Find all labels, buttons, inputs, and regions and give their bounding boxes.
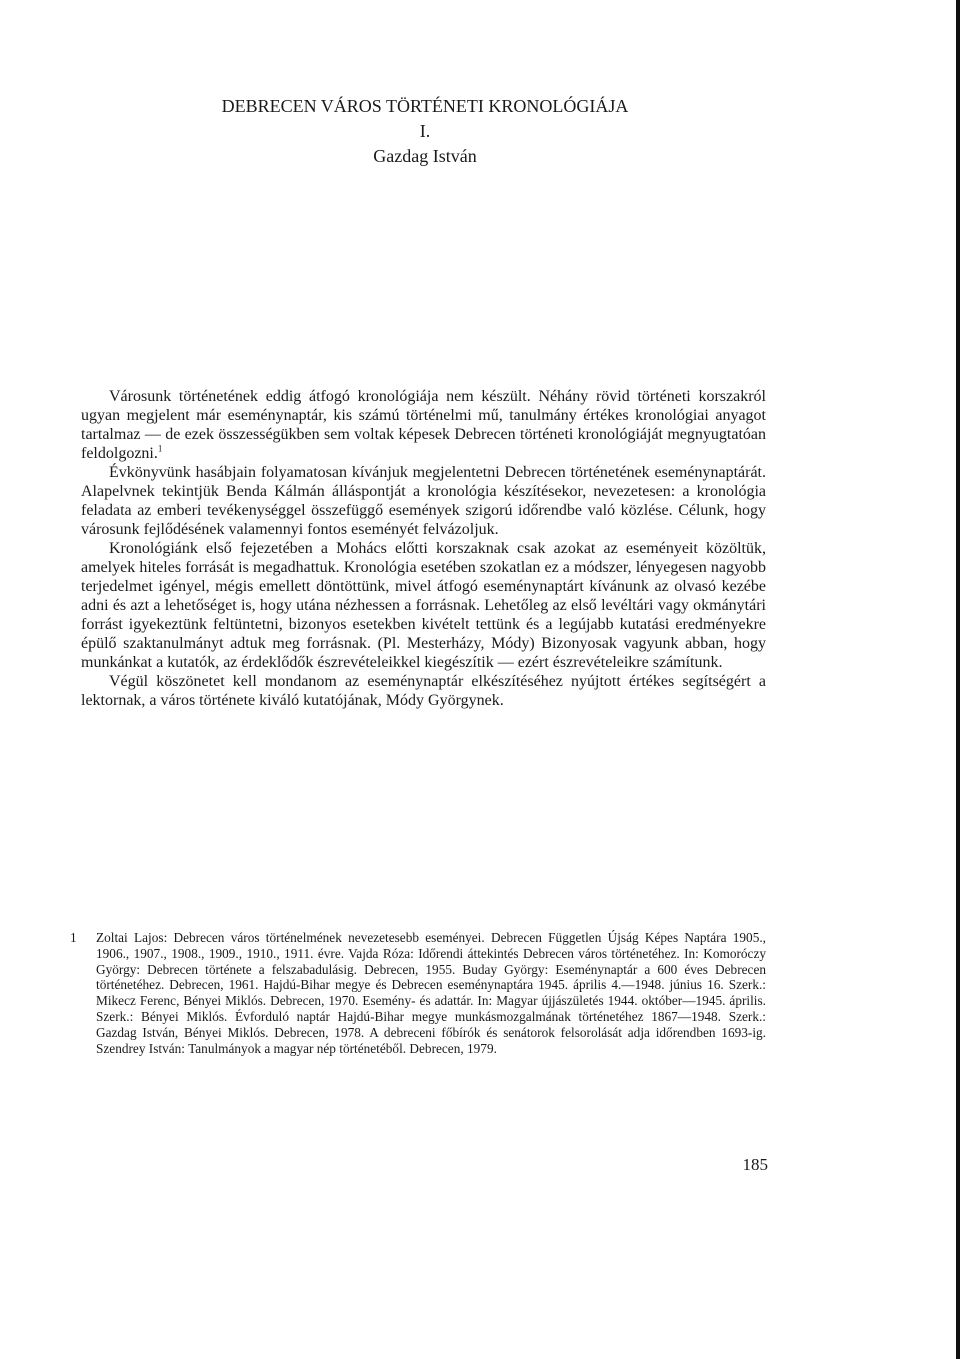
footnote-text: Zoltai Lajos: Debrecen város történelmének nevezetesebb eseményei. Debrecen Független Újság Képes Naptára 1905., 1906., 1907., 1908., 1909., 1910., 1911. évre. Vajda Róza: Időrendi áttekintés Debrecen város történetéhez. In: Komoróczy György: Debrecen története a felszabadulásig. Debrecen, 1955. Buday György: Eseménynaptár a 600 éves Debrecen történetéhez. Debrecen, 1961. Hajdú-Bihar megye és Debrecen eseménynaptára 1945. április 4.—1948. június 16. Szerk.: Mikecz Ferenc, Bényei Miklós. Debrecen, 1970. Esemény- és adattár. In: Magyar újjászületés 1944. október—1945. április. Szerk.: Bényei Miklós. Évforduló naptár Hajdú-Bihar megye munkásmozgalmának történetéhez 1867—1948. Szerk.: Gazdag István, Bényei Miklós. Debrecen, 1978. A debreceni főbírók és senátorok felsorolását adja időrendben 1693-ig. Szendrey István: Tanulmányok a magyar nép történetéből. Debrecen, 1979. [96,930,766,1056]
paragraph-1-text: Városunk történetének eddig átfogó kronológiája nem készült. Néhány rövid történeti korszakról ugyan megjelent már eseménynaptár, kis számú történelmi mű, tanulmány értékes kronológiai anyagot tartalmaz — de ezek összességükben sem voltak képesek Debrecen történeti kronológiáját megnyugtatóan feldolgozni. [81,388,766,462]
body-text [81,387,766,710]
paragraph-2: Évkönyvünk hasábjain folyamatosan kívánjuk megjelentetni Debrecen történetének eseménynaptárát. Alapelvnek tekintjük Benda Kálmán álláspontját a kronológia készítésekor, nevezetesen: a kronológia feladata az emberi tevékenységgel összefüggő események szigorú időrendbe való közlése. Célunk, hogy városunk fejlődésének valamennyi fontos eseményét felvázoljuk. [81,464,766,538]
footnote-number: 1 [70,930,77,945]
title-block [0,94,850,169]
paragraph-3: Kronológiánk első fejezetében a Mohács előtti korszaknak csak azokat az eseményeit közöltük, amelyek hiteles forrását is megadhattuk. Kronológia esetében szokatlan ez a módszer, lényegesen nagyobb terjedelmet igényel, mégis emellett döntöttünk, mivel átfogó eseménynaptárt kívánunk az olvasó kezébe adni és azt a lehetőséget is, hogy utána nézhessen a forrásnak. Lehetőleg az első levéltári vagy okmánytári forrást igyekeztünk feltüntetni, bizonyos esetekben kivételt tettünk és a legújabb kutatási eredményekre épülő szaktanulmányt adtuk meg forrásnak. (Pl. Mesterházy, Módy) Bizonyosak vagyunk abban, hogy munkánkat a kutatók, az érdeklődők észrevételeikkel kiegészítik — ezért észrevételeikre számítunk. [81,540,766,671]
footnotes [70,930,766,1056]
volume-number: I. [419,121,431,141]
footnote-reference: 1 [157,443,163,454]
author-name: Gazdag István [373,146,477,166]
scan-edge-border [956,0,960,1359]
paragraph-1 [81,387,766,463]
page-number: 185 [742,1155,768,1174]
paragraph-4: Végül köszönetet kell mondanom az eseménynaptár elkészítéséhez nyújtott értékes segítségért a lektornak, a város története kiváló kutatójának, Módy Györgynek. [81,673,766,709]
footnote [70,930,766,1056]
document-title: DEBRECEN VÁROS TÖRTÉNETI KRONOLÓGIÁJA [221,96,629,116]
